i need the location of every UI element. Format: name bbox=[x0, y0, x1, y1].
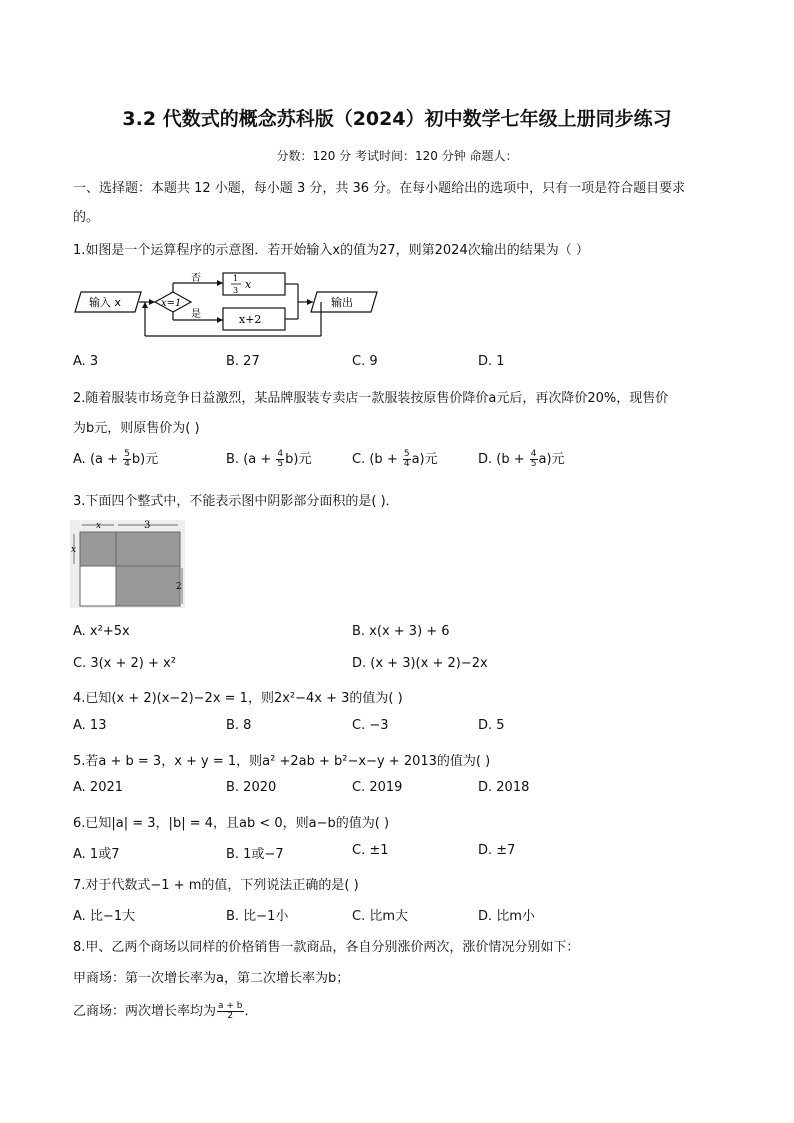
right-2-label: 2 bbox=[176, 582, 182, 592]
q1-option-a: A. 3 bbox=[73, 354, 99, 369]
q7-option-c: C. 比m大 bbox=[352, 909, 409, 924]
q1-option-b: B. 27 bbox=[226, 354, 260, 369]
exam-meta: 分数：120 分 考试时间：120 分钟 命题人： bbox=[276, 149, 518, 163]
yes-label: 是 bbox=[191, 309, 201, 320]
q5-option-a: A. 2021 bbox=[73, 780, 124, 795]
box1-numerator: 1 bbox=[233, 274, 239, 283]
question-1-stem: 1.如图是一个运算程序的示意图．若开始输入x的值为27，则第2024次输出的结果为（ ） bbox=[73, 243, 589, 258]
q4-option-d: D. 5 bbox=[478, 718, 505, 733]
question-8-stem: 8.甲、乙两个商场以同样的价格销售一款商品，各自分别涨价两次，涨价情况分别如下： bbox=[73, 940, 580, 955]
q7-option-d: D. 比m小 bbox=[478, 909, 535, 924]
question-3-stem: 3.下面四个整式中，不能表示图中阴影部分面积的是( )． bbox=[73, 494, 399, 509]
question-8-jia: 甲商场：第一次增长率为a，第二次增长率为b； bbox=[73, 971, 350, 986]
q7-option-a: A. 比−1大 bbox=[73, 909, 136, 924]
q4-option-a: A. 13 bbox=[73, 718, 107, 733]
question-2-stem-line2: 为b元，则原售价为( ) bbox=[73, 421, 200, 436]
box2-label: x+2 bbox=[239, 313, 262, 326]
question-2-stem-line1: 2.随着服装市场竞争日益激烈，某品牌服装专卖店一款服装按原售价降价a元后，再次降价20%，现售价 bbox=[73, 391, 669, 406]
condition-label: x=1 bbox=[161, 298, 182, 309]
unshaded-bottom-left bbox=[80, 566, 116, 606]
left-x-label: x bbox=[71, 545, 77, 555]
q7-option-b: B. 比−1小 bbox=[226, 909, 289, 924]
shaded-top-right bbox=[116, 532, 180, 566]
question-6-stem: 6.已知|a| = 3，|b| = 4，且ab < 0，则a−b的值为( ) bbox=[73, 816, 390, 831]
q2-option-d: D. (b + $\frac{4}{5}$ a)元 bbox=[478, 449, 565, 469]
q2-option-c: C. (b + $\frac{5}{4}$ a)元 bbox=[352, 449, 438, 469]
top-x-label: x bbox=[96, 521, 102, 531]
q4-option-c: C. −3 bbox=[352, 718, 389, 733]
q3-option-b: B. x(x + 3) + 6 bbox=[352, 624, 450, 639]
q1-option-d: D. 1 bbox=[478, 354, 505, 369]
shaded-square bbox=[80, 532, 116, 566]
q5-option-b: B. 2020 bbox=[226, 780, 277, 795]
shaded-bottom-right bbox=[116, 566, 180, 606]
q6-option-d: D. ±7 bbox=[478, 843, 516, 858]
q2-option-a: A. (a + $\frac{5}{4}$ b)元 bbox=[73, 449, 159, 469]
flowchart-diagram bbox=[73, 268, 393, 342]
q6-option-c: C. ±1 bbox=[352, 843, 389, 858]
q2-option-b: B. (a + $\frac{4}{5}$ b)元 bbox=[226, 449, 312, 469]
q4-option-b: B. 8 bbox=[226, 718, 252, 733]
box1-var: x bbox=[245, 278, 252, 291]
question-4-stem: 4.已知(x + 2)(x−2)−2x = 1，则2x²−4x + 3的值为( ) bbox=[73, 691, 403, 706]
input-label: 输入 x bbox=[89, 296, 122, 309]
output-label: 输出 bbox=[331, 296, 353, 309]
q5-option-d: D. 2018 bbox=[478, 780, 530, 795]
question-8-yi: 乙商场：两次增长率均为 $\frac{a + b}{2}$ ． bbox=[73, 1001, 258, 1021]
box1-denominator: 3 bbox=[233, 286, 239, 295]
page-title: 3.2 代数式的概念苏科版（2024）初中数学七年级上册同步练习 bbox=[122, 108, 672, 130]
question-7-stem: 7.对于代数式−1 + m的值，下列说法正确的是( ) bbox=[73, 878, 359, 893]
section-heading-line2: 的。 bbox=[73, 210, 100, 225]
q6-option-b: B. 1或−7 bbox=[226, 847, 284, 862]
q6-option-a: A. 1或7 bbox=[73, 847, 120, 862]
question-5-stem: 5.若a + b = 3，x + y = 1，则a² +2ab + b²−x−y + 2013的值为( ) bbox=[73, 754, 491, 769]
q3-option-d: D. (x + 3)(x + 2)−2x bbox=[352, 656, 488, 671]
q1-option-c: C. 9 bbox=[352, 354, 378, 369]
top-3-label: 3 bbox=[144, 520, 151, 531]
area-figure bbox=[70, 520, 185, 608]
no-label: 否 bbox=[191, 273, 201, 284]
q3-option-c: C. 3(x + 2) + x² bbox=[73, 656, 176, 671]
q3-option-a: A. x²+5x bbox=[73, 624, 130, 639]
section-heading-line1: 一、选择题：本题共 12 小题，每小题 3 分，共 36 分。在每小题给出的选项中，只有一项是符合题目要求 bbox=[73, 181, 686, 196]
q5-option-c: C. 2019 bbox=[352, 780, 403, 795]
